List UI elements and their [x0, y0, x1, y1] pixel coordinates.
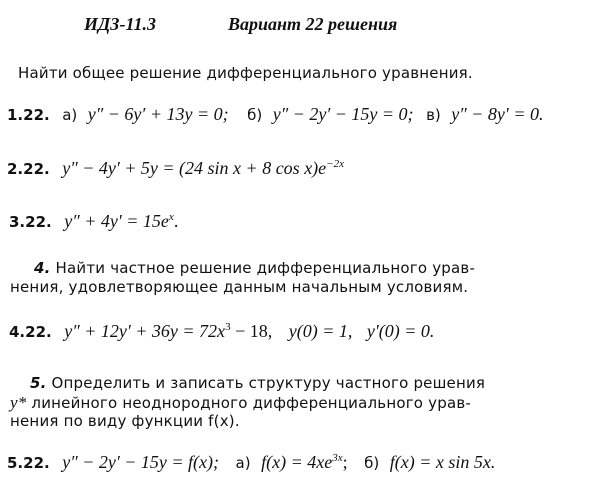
variant-title: Вариант 22 решения [228, 14, 398, 34]
exponent: 3x [332, 452, 343, 464]
task-number: 4. [34, 259, 51, 277]
particular-solution-symbol: y* [10, 393, 27, 412]
task-4-line-2: нения, удовлетворяющее данным начальным условиям. [10, 278, 469, 296]
task-4-line-1 [34, 259, 475, 277]
problem-2 [7, 158, 344, 179]
task-5-line-1 [30, 374, 485, 392]
initial-condition-1: y(0) = 1, [288, 321, 353, 341]
task-5-line-2 [10, 393, 471, 413]
problem-number: 3.22. [9, 213, 52, 231]
problem-5 [7, 452, 495, 473]
task-5-line-3: нения по виду функции f(x). [10, 412, 240, 430]
part-a-label: а) [235, 454, 251, 472]
problem-4 [9, 321, 434, 342]
equation-main: y″ − 2y′ − 15y = f(x); [62, 452, 220, 472]
task-number: 5. [30, 374, 47, 392]
equation-main: y″ − 4y′ + 5y = (24 sin x + 8 cos x)e [62, 158, 327, 178]
equation-main: y″ + 12y′ + 36y = 72x [64, 321, 226, 341]
equation-main: y″ + 4y′ = 15e [64, 211, 169, 231]
task-text: Найти частное решение дифференциального урав- [55, 259, 476, 277]
exponent: −2x [326, 158, 344, 170]
equation-b: y″ − 2y′ − 15y = 0; [272, 104, 414, 124]
document-header [84, 14, 398, 35]
task-text: линейного неоднородного дифференциального урав- [26, 394, 471, 412]
problem-1 [7, 104, 543, 125]
function-a: f(x) = 4xe [261, 452, 333, 472]
exponent: 3 [225, 321, 231, 333]
part-b-label: б) [364, 454, 380, 472]
exponent: x [168, 211, 174, 223]
problem-3 [9, 211, 178, 232]
function-a-end: ; [342, 452, 348, 472]
equation-end: − 18, [230, 321, 273, 341]
equation-end: . [173, 211, 179, 231]
task-text: Определить и записать структуру частного решения [51, 374, 486, 392]
equation-c: y″ − 8y′ = 0. [451, 104, 544, 124]
part-b-label: б) [247, 106, 263, 124]
function-b: f(x) = x sin 5x. [389, 452, 496, 472]
initial-condition-2: y′(0) = 0. [366, 321, 435, 341]
part-c-label: в) [426, 106, 441, 124]
problem-number: 1.22. [7, 106, 50, 124]
assignment-title: ИДЗ-11.3 [84, 14, 156, 34]
problem-number: 5.22. [7, 454, 50, 472]
problem-number: 2.22. [7, 160, 50, 178]
problem-number: 4.22. [9, 323, 52, 341]
equation-a: y″ − 6y′ + 13y = 0; [87, 104, 229, 124]
intro-text: Найти общее решение дифференциального уравнения. [18, 64, 473, 82]
part-a-label: а) [62, 106, 78, 124]
